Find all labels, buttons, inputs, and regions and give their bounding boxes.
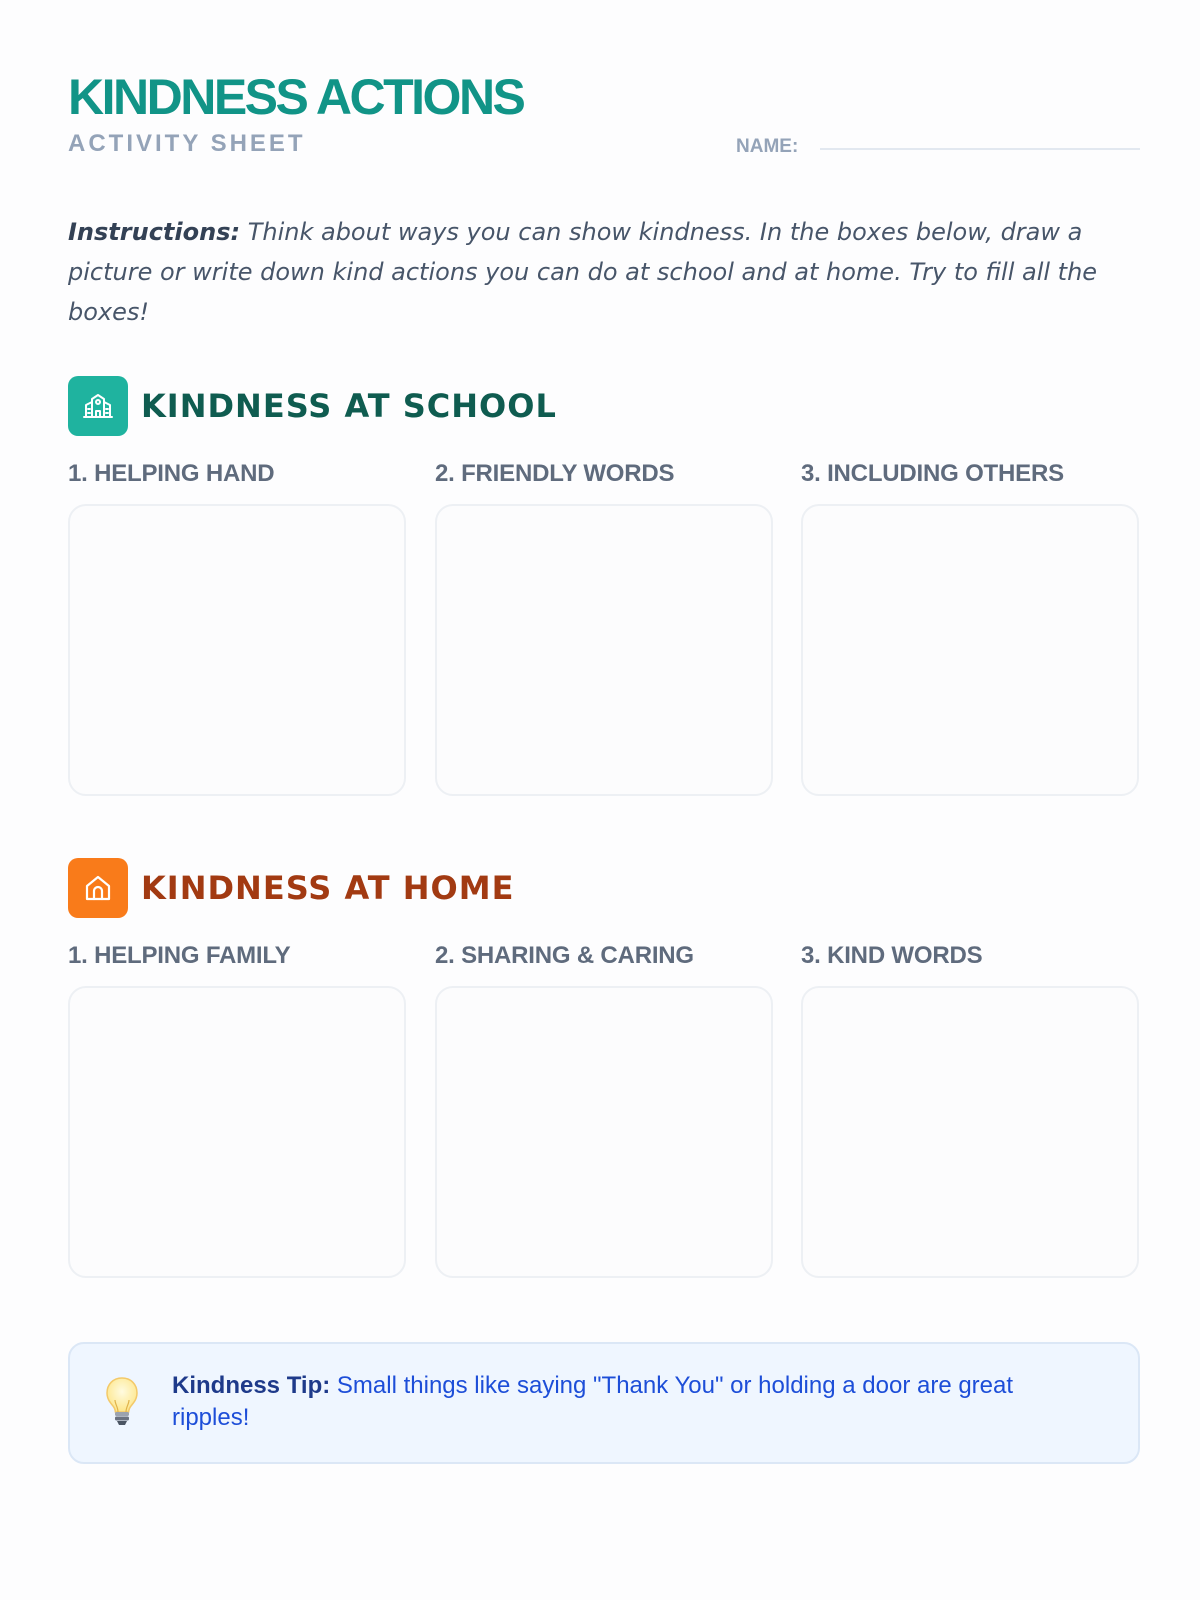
section-title: KINDNESS AT HOME: [141, 869, 515, 907]
page-title: KINDNESS ACTIONS: [68, 69, 524, 125]
instructions-text: Think about ways you can show kindness. In the boxes below, draw a picture or write down kind actions you can do at school and at home. Try to fill all the boxes!: [68, 218, 1098, 326]
tip-text: [172, 1370, 1072, 1434]
drawing-box[interactable]: [68, 504, 406, 796]
name-field[interactable]: [820, 148, 1140, 150]
section-header: [68, 858, 1140, 918]
drawing-box[interactable]: [435, 504, 773, 796]
header: [68, 66, 1140, 166]
tip-label: Kindness Tip:: [172, 1372, 331, 1399]
card-label: 3. INCLUDING OTHERS: [801, 460, 1064, 487]
card-label: 1. HELPING HAND: [68, 460, 275, 487]
drawing-box[interactable]: [801, 504, 1139, 796]
school-icon: [68, 376, 128, 436]
activity-sheet: [68, 0, 1140, 1600]
instructions: [68, 212, 1140, 332]
card-label: 3. KIND WORDS: [801, 942, 983, 969]
section-title: KINDNESS AT SCHOOL: [141, 387, 557, 425]
drawing-box[interactable]: [435, 986, 773, 1278]
instructions-label: Instructions:: [68, 218, 241, 246]
lightbulb-icon: [104, 1376, 140, 1428]
card-label: 1. HELPING FAMILY: [68, 942, 291, 969]
home-icon: [68, 858, 128, 918]
card-label: 2. SHARING & CARING: [435, 942, 694, 969]
kindness-tip: [68, 1342, 1140, 1464]
name-label: NAME:: [736, 136, 799, 157]
drawing-box[interactable]: [801, 986, 1139, 1278]
tip-body: Small things like saying "Thank You" or holding a door are great ripples!: [172, 1372, 1014, 1431]
page-subtitle: ACTIVITY SHEET: [68, 130, 306, 157]
card-label: 2. FRIENDLY WORDS: [435, 460, 675, 487]
section-header: [68, 376, 1140, 436]
drawing-box[interactable]: [68, 986, 406, 1278]
